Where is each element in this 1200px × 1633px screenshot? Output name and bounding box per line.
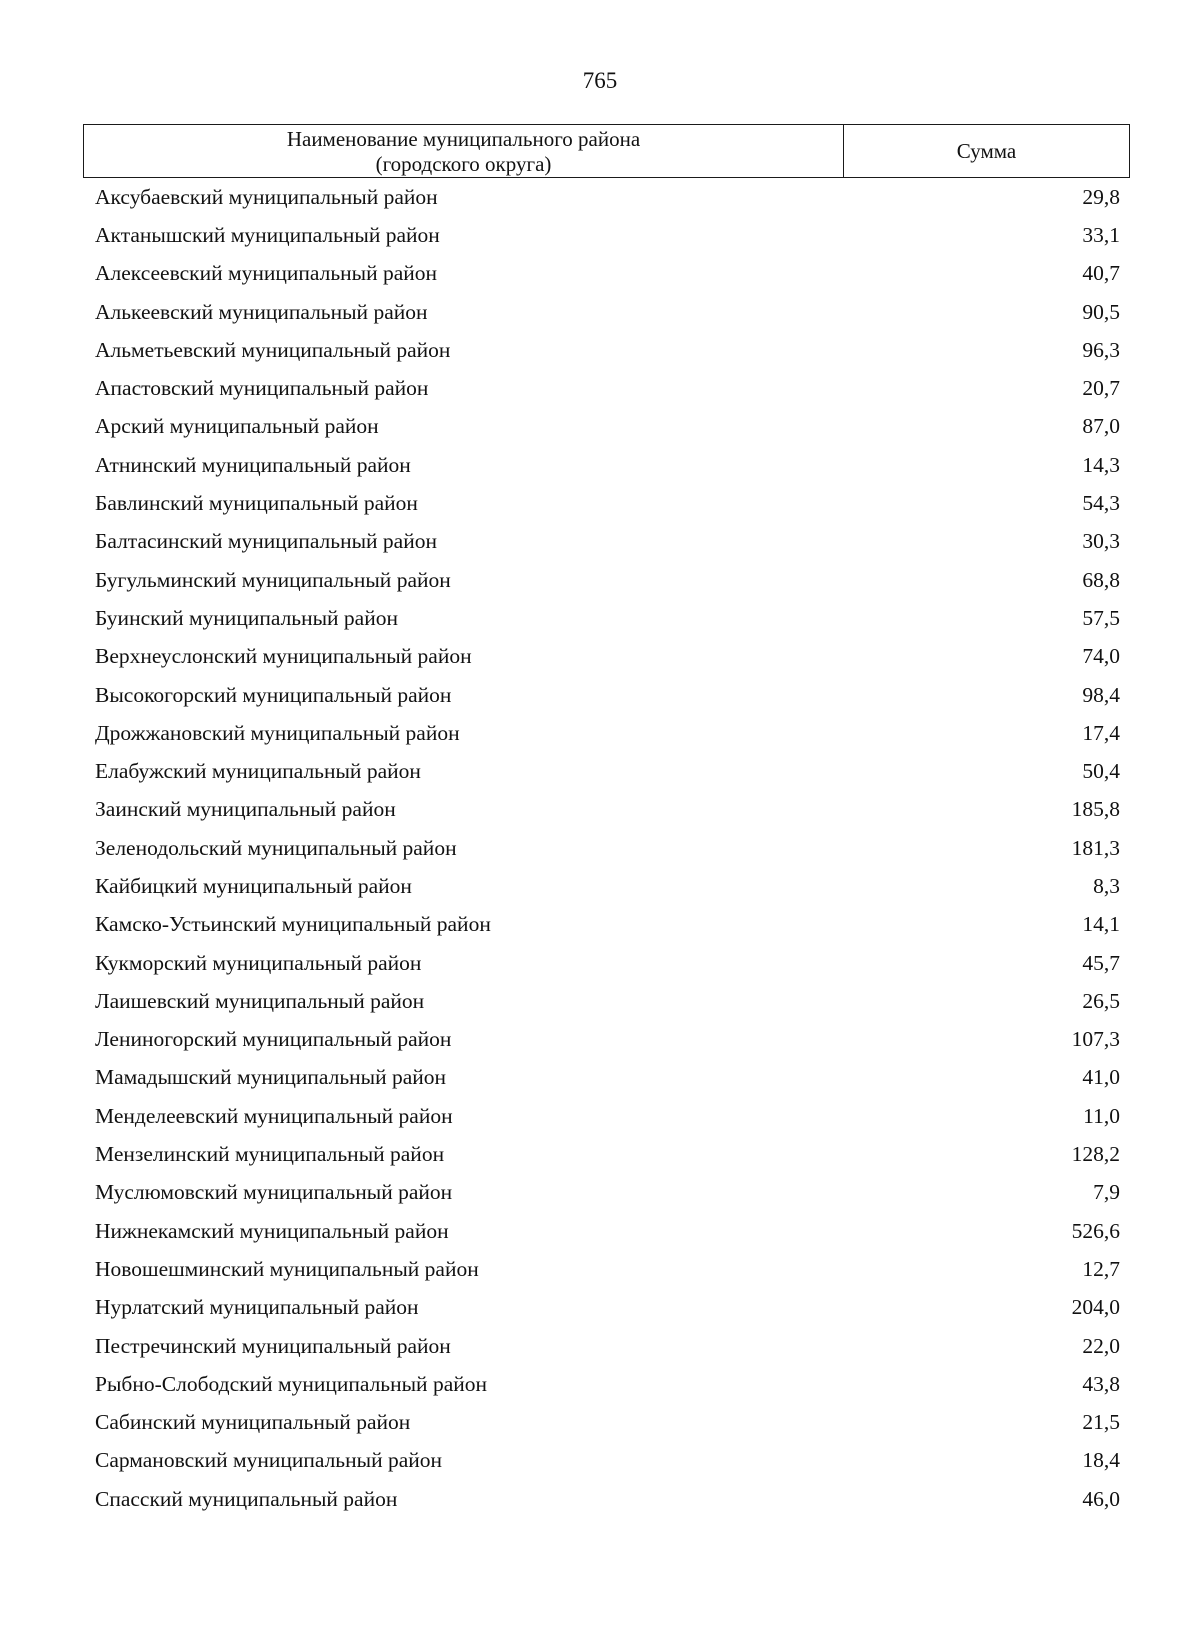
district-sum: 90,5 <box>1082 299 1120 324</box>
district-name: Бавлинский муниципальный район <box>95 491 418 516</box>
district-sum: 20,7 <box>1082 376 1120 401</box>
district-name: Лениногорский муниципальный район <box>95 1027 452 1052</box>
district-sum: 107,3 <box>1071 1027 1120 1052</box>
district-name: Спасский муниципальный район <box>95 1486 398 1511</box>
table-header <box>83 124 1130 178</box>
district-name: Буинский муниципальный район <box>95 605 398 630</box>
district-sum: 74,0 <box>1082 644 1120 669</box>
district-name: Пестречинский муниципальный район <box>95 1333 451 1358</box>
page-number: 765 <box>582 68 618 93</box>
table-row <box>83 982 1130 1020</box>
district-sum: 14,3 <box>1082 452 1120 477</box>
table-row <box>83 752 1130 790</box>
district-sum: 46,0 <box>1082 1486 1120 1511</box>
district-name: Атнинский муниципальный район <box>95 452 411 477</box>
district-name: Нижнекамский муниципальный район <box>95 1218 449 1243</box>
table-row <box>83 446 1130 484</box>
district-sum: 181,3 <box>1071 835 1120 860</box>
table-row <box>83 638 1130 676</box>
district-name: Арский муниципальный район <box>95 414 379 439</box>
table-row <box>83 1174 1130 1212</box>
district-sum: 11,0 <box>1083 1103 1120 1128</box>
district-name: Верхнеуслонский муниципальный район <box>95 644 472 669</box>
district-sum: 41,0 <box>1082 1065 1120 1090</box>
table-row <box>83 906 1130 944</box>
table-row <box>83 676 1130 714</box>
district-name: Новошешминский муниципальный район <box>95 1256 479 1281</box>
district-sum: 87,0 <box>1082 414 1120 439</box>
district-sum: 98,4 <box>1082 682 1120 707</box>
district-sum: 185,8 <box>1071 797 1120 822</box>
table-row <box>83 523 1130 561</box>
district-name: Алькеевский муниципальный район <box>95 299 428 324</box>
district-name: Альметьевский муниципальный район <box>95 337 451 362</box>
header-district-name <box>84 125 844 177</box>
table-row <box>83 1442 1130 1480</box>
district-name: Рыбно-Слободский муниципальный район <box>95 1371 487 1396</box>
table-row <box>83 331 1130 369</box>
district-sum: 45,7 <box>1082 950 1120 975</box>
table-row <box>83 216 1130 254</box>
district-sum: 204,0 <box>1071 1295 1120 1320</box>
table-row <box>83 1135 1130 1173</box>
district-sum: 68,8 <box>1082 567 1120 592</box>
table-row <box>83 369 1130 407</box>
district-name: Камско-Устьинский муниципальный район <box>95 912 491 937</box>
district-name: Лаишевский муниципальный район <box>95 988 425 1013</box>
district-name: Менделеевский муниципальный район <box>95 1103 453 1128</box>
table-row <box>83 255 1130 293</box>
table-row <box>83 293 1130 331</box>
district-sum: 29,8 <box>1082 184 1120 209</box>
district-sum: 57,5 <box>1082 605 1120 630</box>
table-row <box>83 791 1130 829</box>
table-row <box>83 599 1130 637</box>
district-sum: 40,7 <box>1082 261 1120 286</box>
district-sum: 8,3 <box>1093 873 1120 898</box>
district-name: Кукморский муниципальный район <box>95 950 422 975</box>
district-sum: 7,9 <box>1093 1180 1120 1205</box>
district-sum: 21,5 <box>1082 1410 1120 1435</box>
table-row <box>83 1097 1130 1135</box>
district-name: Сармановский муниципальный район <box>95 1448 443 1473</box>
district-sum: 12,7 <box>1082 1256 1120 1281</box>
table-row <box>83 1365 1130 1403</box>
table-row <box>83 1327 1130 1365</box>
district-name: Кайбицкий муниципальный район <box>95 873 412 898</box>
table-row <box>83 1021 1130 1059</box>
district-sum: 128,2 <box>1071 1142 1120 1167</box>
table-row <box>83 1250 1130 1288</box>
district-sum: 22,0 <box>1082 1333 1120 1358</box>
district-name: Заинский муниципальный район <box>95 797 396 822</box>
table-row <box>83 561 1130 599</box>
district-sum: 526,6 <box>1071 1218 1120 1243</box>
district-table <box>83 124 1130 1518</box>
district-name: Муслюмовский муниципальный район <box>95 1180 453 1205</box>
table-row <box>83 408 1130 446</box>
district-sum: 26,5 <box>1082 988 1120 1013</box>
table-row <box>83 1212 1130 1250</box>
district-name: Мензелинский муниципальный район <box>95 1142 445 1167</box>
table-row <box>83 1404 1130 1442</box>
district-name: Елабужский муниципальный район <box>95 759 421 784</box>
district-sum: 50,4 <box>1082 759 1120 784</box>
table-row <box>83 1059 1130 1097</box>
district-name: Алексеевский муниципальный район <box>95 261 438 286</box>
district-sum: 54,3 <box>1082 491 1120 516</box>
district-sum: 18,4 <box>1082 1448 1120 1473</box>
district-name: Бугульминский муниципальный район <box>95 567 451 592</box>
district-sum: 33,1 <box>1082 222 1120 247</box>
district-name: Высокогорский муниципальный район <box>95 682 452 707</box>
table-row <box>83 178 1130 216</box>
table-row <box>83 944 1130 982</box>
district-name: Дрожжановский муниципальный район <box>95 720 460 745</box>
district-name: Сабинский муниципальный район <box>95 1410 411 1435</box>
district-sum: 43,8 <box>1082 1371 1120 1396</box>
header-sum: Сумма <box>956 138 1017 163</box>
district-name: Апастовский муниципальный район <box>95 376 429 401</box>
district-name: Аксубаевский муниципальный район <box>95 184 438 209</box>
district-sum: 96,3 <box>1082 337 1120 362</box>
district-name: Зеленодольский муниципальный район <box>95 835 457 860</box>
table-row <box>83 1480 1130 1518</box>
district-sum: 30,3 <box>1082 529 1120 554</box>
district-name: Мамадышский муниципальный район <box>95 1065 447 1090</box>
district-name: Актанышский муниципальный район <box>95 222 440 247</box>
district-sum: 17,4 <box>1082 720 1120 745</box>
table-row <box>83 829 1130 867</box>
district-sum: 14,1 <box>1082 912 1120 937</box>
district-name: Нурлатский муниципальный район <box>95 1295 419 1320</box>
header-name-line1: Наименование муниципального района <box>286 127 641 151</box>
header-name-line2: (городского округа) <box>375 152 552 176</box>
table-row <box>83 1289 1130 1327</box>
table-row <box>83 714 1130 752</box>
table-body <box>83 178 1130 1518</box>
district-name: Балтасинский муниципальный район <box>95 529 437 554</box>
table-row <box>83 484 1130 522</box>
table-row <box>83 867 1130 905</box>
